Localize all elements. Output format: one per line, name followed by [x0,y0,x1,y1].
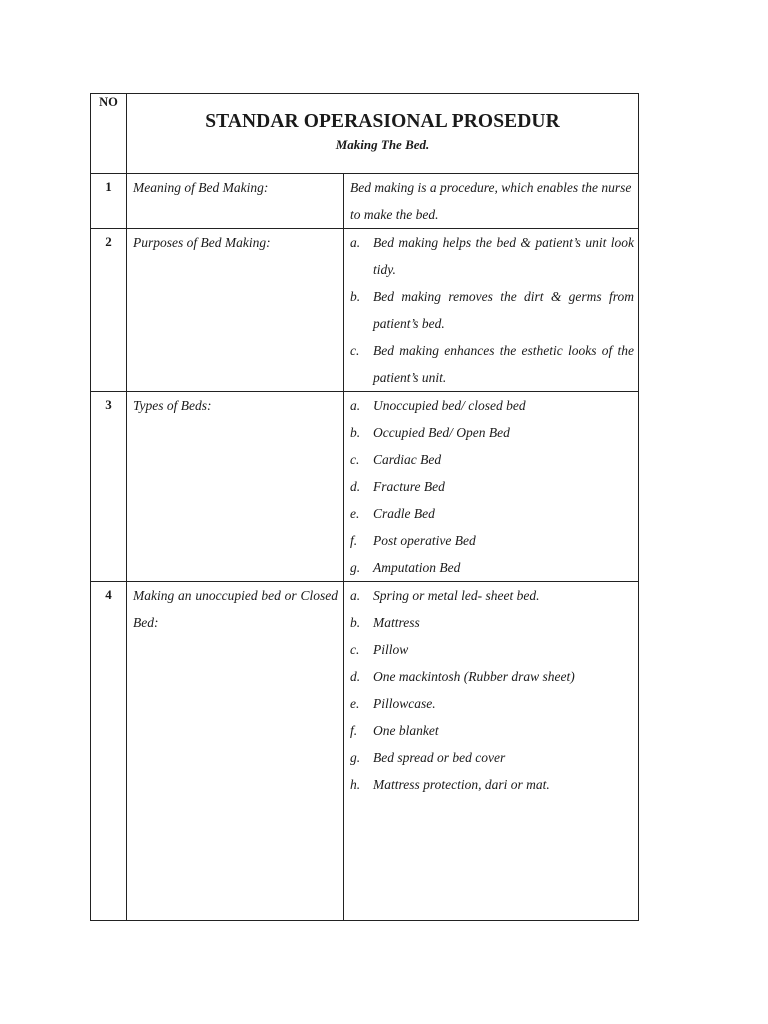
list-marker: b. [350,425,361,440]
list-item-text: Bed spread or bed cover [373,750,506,765]
row-content [344,229,639,392]
item-list [350,582,634,798]
row-number: 2 [91,229,127,392]
list-item-text: One mackintosh (Rubber draw sheet) [373,669,575,684]
list-item-text: Post operative Bed [373,533,476,548]
list-marker: c. [350,642,360,657]
row-label: Purposes of Bed Making: [127,229,344,392]
row-number: 4 [91,582,127,921]
row-content [344,174,639,229]
document-subtitle: Making The Bed. [335,137,430,152]
list-marker: f. [350,723,358,738]
list-item-text: Occupied Bed/ Open Bed [373,425,510,440]
title-cell [127,94,639,174]
list-item-text: Unoccupied bed/ closed bed [373,398,526,413]
list-item [350,771,634,798]
row-label: Types of Beds: [127,392,344,582]
list-marker: a. [350,588,361,603]
list-marker: a. [350,235,361,250]
table-row [91,582,639,921]
item-list [350,392,634,581]
list-item-text: Mattress protection, dari or mat. [373,777,550,792]
list-marker: d. [350,479,361,494]
list-marker: d. [350,669,361,684]
list-marker: e. [350,696,360,711]
list-item-text: Pillow [373,642,409,657]
list-marker: f. [350,533,358,548]
table-row [91,174,639,229]
list-item [350,473,634,500]
list-marker: b. [350,289,361,304]
list-item-text: Spring or metal led- sheet bed. [373,588,540,603]
document-title: STANDAR OPERASIONAL PROSEDUR [205,111,560,132]
list-marker: h. [350,777,361,792]
definition-text: Bed making is a procedure, which enables the nurse to make the bed. [350,180,632,222]
list-item-text: Pillowcase. [373,696,436,711]
list-item-text: Bed making enhances the esthetic looks of the patient’s unit. [373,343,635,385]
list-item-text: Cradle Bed [373,506,435,521]
list-item [350,744,634,771]
row-content [344,582,639,921]
list-item [350,636,634,663]
list-marker: e. [350,506,360,521]
list-marker: g. [350,750,361,765]
row-content [344,392,639,582]
list-item [350,229,634,283]
list-item-text: Bed making removes the dirt & germs from patient’s bed. [373,289,635,331]
list-item [350,663,634,690]
list-marker: b. [350,615,361,630]
list-item [350,582,634,609]
header-row [91,94,639,174]
row-number: 1 [91,174,127,229]
table-row [91,229,639,392]
row-label: Meaning of Bed Making: [127,174,344,229]
row-number: 3 [91,392,127,582]
list-item-text: Mattress [373,615,420,630]
list-item-text: Cardiac Bed [373,452,442,467]
list-item [350,717,634,744]
no-column-header: NO [91,94,127,174]
list-item-text: Bed making helps the bed & patient’s unit look tidy. [373,235,635,277]
list-marker: c. [350,452,360,467]
list-item-text: One blanket [373,723,439,738]
sop-table [90,93,639,921]
list-marker: g. [350,560,361,575]
list-item-text: Amputation Bed [373,560,461,575]
table-row [91,392,639,582]
list-marker: a. [350,398,361,413]
list-item [350,554,634,581]
list-item [350,337,634,391]
list-item [350,419,634,446]
list-item [350,283,634,337]
list-item [350,392,634,419]
list-item-text: Fracture Bed [373,479,445,494]
row-label: Making an unoccupied bed or Closed Bed: [127,582,344,921]
item-list [350,229,634,391]
list-item [350,446,634,473]
list-item [350,500,634,527]
list-item [350,690,634,717]
list-item [350,609,634,636]
list-marker: c. [350,343,360,358]
list-item [350,527,634,554]
